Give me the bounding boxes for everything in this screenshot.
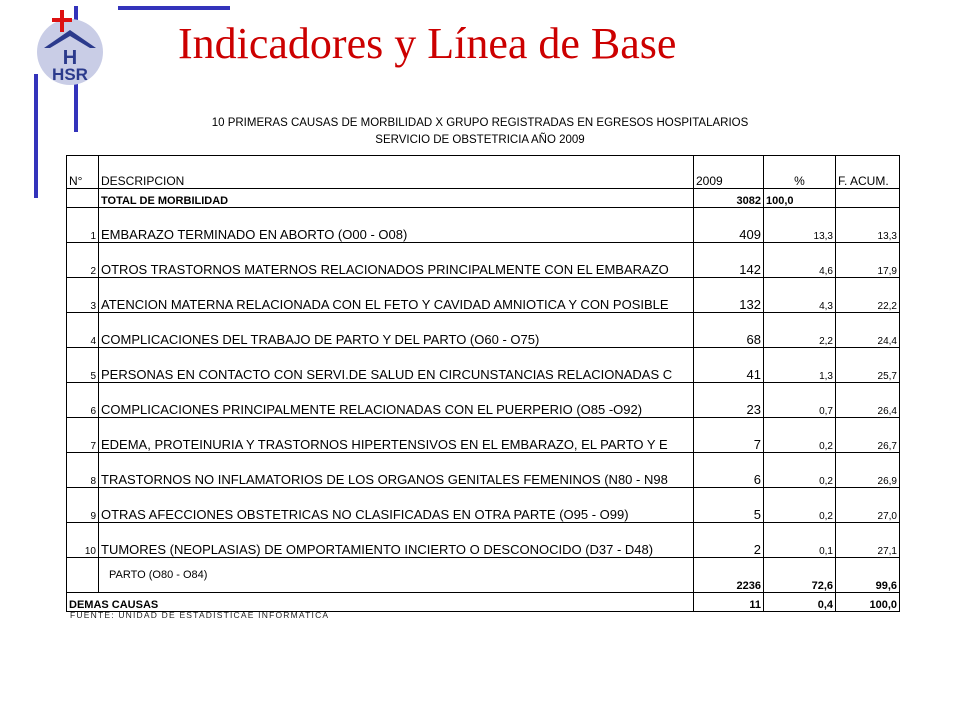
- row-description: PERSONAS EN CONTACTO CON SERVI.DE SALUD EN CIRCUNSTANCIAS RELACIONADAS C: [99, 348, 694, 383]
- row-cumulative: 26,7: [836, 418, 900, 453]
- row-cumulative: 25,7: [836, 348, 900, 383]
- table-row: [67, 488, 900, 523]
- row-cumulative: 24,4: [836, 313, 900, 348]
- header-description: DESCRIPCION: [99, 156, 694, 189]
- top-rule: [118, 6, 230, 10]
- row-n: 5: [67, 348, 99, 383]
- row-cumulative: 17,9: [836, 243, 900, 278]
- table-body: [67, 208, 900, 558]
- demas-cumulative: 100,0: [836, 593, 900, 612]
- hospital-logo: [30, 8, 114, 88]
- slide-title: Indicadores y Línea de Base: [178, 19, 677, 68]
- row-year: 23: [694, 383, 764, 418]
- title-underline: [108, 88, 109, 89]
- parto-description: PARTO (O80 - O84): [99, 558, 694, 593]
- parto-n: [67, 558, 99, 593]
- row-year: 132: [694, 278, 764, 313]
- row-percent: 13,3: [764, 208, 836, 243]
- table-row: [67, 383, 900, 418]
- parto-percent: 72,6: [764, 558, 836, 593]
- row-year: 142: [694, 243, 764, 278]
- demas-causas-row: [67, 593, 900, 612]
- row-description: EDEMA, PROTEINURIA Y TRASTORNOS HIPERTENSIVOS EN EL EMBARAZO, EL PARTO Y E: [99, 418, 694, 453]
- row-n: 1: [67, 208, 99, 243]
- row-description: ATENCION MATERNA RELACIONADA CON EL FETO Y CAVIDAD AMNIOTICA Y CON POSIBLE: [99, 278, 694, 313]
- row-year: 68: [694, 313, 764, 348]
- table-row: [67, 348, 900, 383]
- row-percent: 0,2: [764, 488, 836, 523]
- row-percent: 0,2: [764, 418, 836, 453]
- table-row: [67, 418, 900, 453]
- table-row: [67, 453, 900, 488]
- row-cumulative: 26,4: [836, 383, 900, 418]
- row-percent: 4,6: [764, 243, 836, 278]
- row-cumulative: 13,3: [836, 208, 900, 243]
- row-n: 9: [67, 488, 99, 523]
- total-percent: 100,0: [764, 189, 836, 208]
- total-n: [67, 189, 99, 208]
- header-year: 2009: [694, 156, 764, 189]
- row-cumulative: 27,1: [836, 523, 900, 558]
- row-year: 7: [694, 418, 764, 453]
- row-percent: 1,3: [764, 348, 836, 383]
- table-row: [67, 313, 900, 348]
- header-n: N°: [67, 156, 99, 189]
- row-n: 8: [67, 453, 99, 488]
- hsr-logo-icon: [30, 8, 114, 88]
- demas-percent: 0,4: [764, 593, 836, 612]
- header-cumulative: F. ACUM.: [836, 156, 900, 189]
- row-percent: 2,2: [764, 313, 836, 348]
- row-n: 10: [67, 523, 99, 558]
- parto-year: 2236: [694, 558, 764, 593]
- row-year: 41: [694, 348, 764, 383]
- row-n: 6: [67, 383, 99, 418]
- morbidity-table: [66, 155, 900, 612]
- row-n: 4: [67, 313, 99, 348]
- row-n: 2: [67, 243, 99, 278]
- row-year: 2: [694, 523, 764, 558]
- svg-text:H: H: [62, 47, 78, 69]
- row-description: COMPLICACIONES PRINCIPALMENTE RELACIONADAS CON EL PUERPERIO (O85 -O92): [99, 383, 694, 418]
- table-row: [67, 243, 900, 278]
- table-subtitle-line1: 10 PRIMERAS CAUSAS DE MORBILIDAD X GRUPO REGISTRADAS EN EGRESOS HOSPITALARIOS: [211, 117, 749, 129]
- table-row: [67, 278, 900, 313]
- parto-row: [67, 558, 900, 593]
- logo-text: HSR: [52, 65, 88, 84]
- table-header-row: [67, 156, 900, 189]
- row-description: TRASTORNOS NO INFLAMATORIOS DE LOS ORGANOS GENITALES FEMENINOS (N80 - N98: [99, 453, 694, 488]
- row-n: 7: [67, 418, 99, 453]
- row-cumulative: 22,2: [836, 278, 900, 313]
- row-year: 5: [694, 488, 764, 523]
- total-description: TOTAL DE MORBILIDAD: [99, 189, 694, 208]
- total-year: 3082: [694, 189, 764, 208]
- source-note: FUENTE: UNIDAD DE ESTADISTICAE INFORMATICA: [70, 610, 330, 620]
- row-cumulative: 27,0: [836, 488, 900, 523]
- row-year: 6: [694, 453, 764, 488]
- demas-description: DEMAS CAUSAS: [67, 593, 694, 612]
- table-row: [67, 523, 900, 558]
- row-percent: 0,1: [764, 523, 836, 558]
- parto-cumulative: 99,6: [836, 558, 900, 593]
- row-description: OTROS TRASTORNOS MATERNOS RELACIONADOS PRINCIPALMENTE CON EL EMBARAZO: [99, 243, 694, 278]
- row-n: 3: [67, 278, 99, 313]
- row-percent: 0,2: [764, 453, 836, 488]
- table-subtitle-line2: SERVICIO DE OBSTETRICIA AÑO 2009: [375, 134, 585, 146]
- row-description: OTRAS AFECCIONES OBSTETRICAS NO CLASIFICADAS EN OTRA PARTE (O95 - O99): [99, 488, 694, 523]
- table-row: [67, 208, 900, 243]
- total-cumulative: [836, 189, 900, 208]
- row-description: COMPLICACIONES DEL TRABAJO DE PARTO Y DEL PARTO (O60 - O75): [99, 313, 694, 348]
- row-percent: 4,3: [764, 278, 836, 313]
- row-cumulative: 26,9: [836, 453, 900, 488]
- row-year: 409: [694, 208, 764, 243]
- total-row: [67, 189, 900, 208]
- row-description: TUMORES (NEOPLASIAS) DE OMPORTAMIENTO INCIERTO O DESCONOCIDO (D37 - D48): [99, 523, 694, 558]
- row-percent: 0,7: [764, 383, 836, 418]
- row-description: EMBARAZO TERMINADO EN ABORTO (O00 - O08): [99, 208, 694, 243]
- header-percent: %: [764, 156, 836, 189]
- demas-year: 11: [694, 593, 764, 612]
